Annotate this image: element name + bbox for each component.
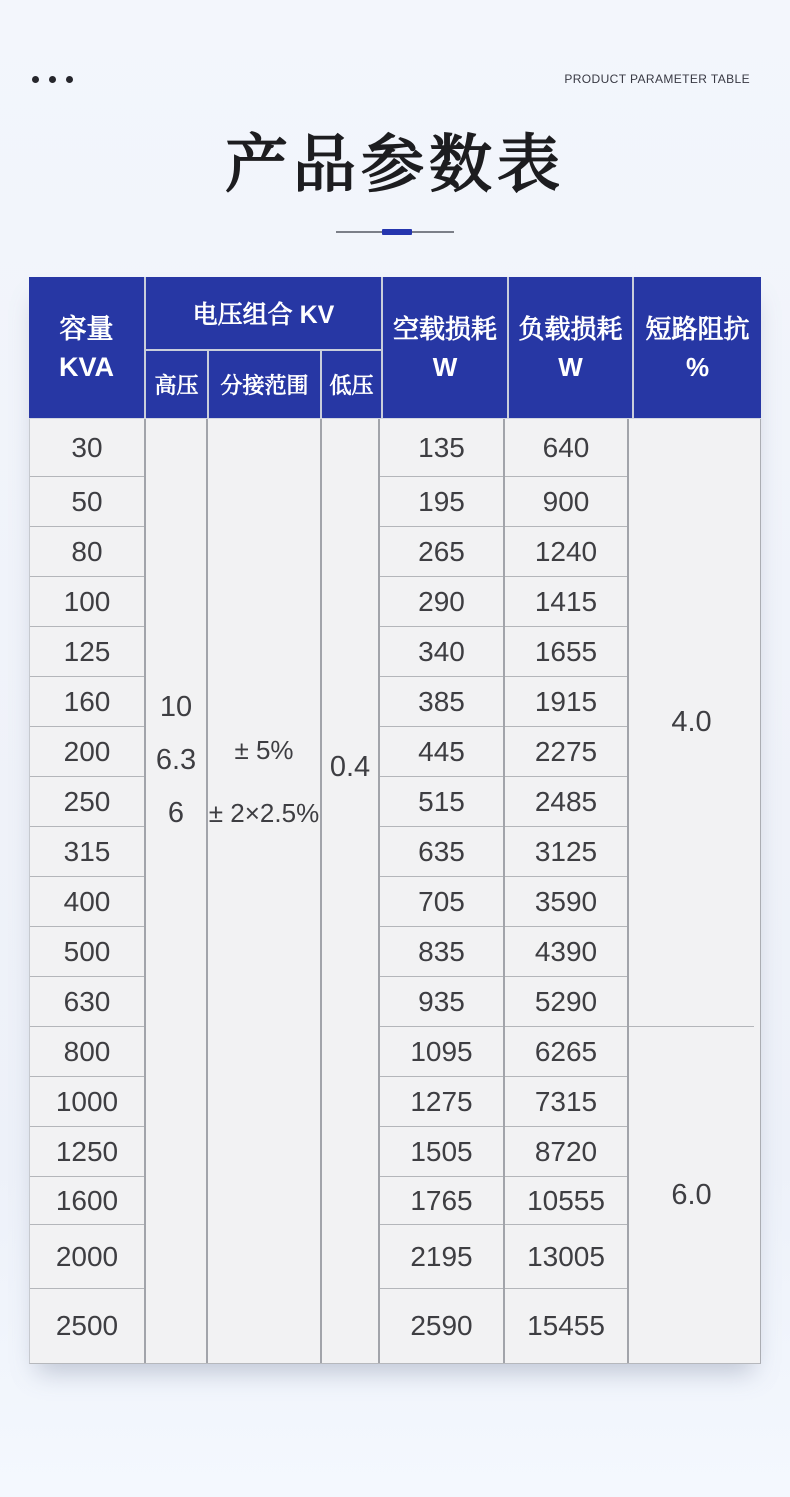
header-no-load-loss-line1: 空载损耗	[392, 313, 497, 344]
top-bar	[32, 68, 750, 90]
header-no-load-loss	[383, 277, 509, 418]
header-voltage-group-title: 电压组合 KV	[146, 277, 381, 351]
capacity-cell: 315	[30, 827, 144, 877]
header-capacity-line1: 容量	[59, 313, 114, 344]
tap-range-value: ± 2×2.5%	[208, 798, 320, 828]
load-loss-cell: 900	[505, 477, 627, 527]
no-load-loss-cell: 2590	[410, 1310, 473, 1341]
header-voltage-group	[146, 277, 383, 418]
load-loss-cell: 1655	[505, 627, 627, 677]
dot-icon	[49, 76, 56, 83]
no-load-loss-cell: 1505	[380, 1127, 503, 1177]
no-load-loss-cell: 1095	[380, 1027, 503, 1077]
header-high-voltage: 高压	[146, 351, 209, 418]
no-load-loss-cell: 340	[380, 627, 503, 677]
header-impedance-line1: 短路阻抗	[645, 313, 750, 344]
no-load-loss-cell: 290	[380, 577, 503, 627]
load-loss-cell: 3125	[505, 827, 627, 877]
capacity-cell: 630	[30, 977, 144, 1027]
capacity-cell: 1000	[30, 1077, 144, 1127]
no-load-loss-cell: 195	[380, 477, 503, 527]
capacity-cell: 400	[30, 877, 144, 927]
load-loss-cell: 10555	[505, 1177, 627, 1225]
load-loss-cell: 13005	[505, 1225, 627, 1289]
page	[0, 68, 790, 1364]
spacer	[208, 774, 320, 789]
capacity-cell: 30	[30, 419, 144, 477]
three-dots-icon	[32, 76, 73, 83]
no-load-loss-cell: 445	[380, 727, 503, 777]
tap-range-values	[208, 726, 320, 837]
capacity-cell: 80	[30, 527, 144, 577]
high-voltage-value: 6.3	[155, 744, 197, 776]
capacity-cell: 800	[30, 1027, 144, 1077]
no-load-loss-cell: 705	[380, 877, 503, 927]
capacity-cell: 2500	[55, 1310, 119, 1341]
no-load-loss-cell: 835	[380, 927, 503, 977]
no-load-loss-cell: 1765	[380, 1177, 503, 1225]
capacity-cell: 160	[30, 677, 144, 727]
header-capacity	[29, 277, 146, 418]
load-loss-cell: 1915	[505, 677, 627, 727]
capacity-cell: 500	[30, 927, 144, 977]
column-tap-range-merged-cell	[208, 419, 322, 1363]
no-load-loss-cell: 515	[380, 777, 503, 827]
header-load-loss-line2: W	[558, 351, 583, 382]
no-load-loss-cell: 635	[380, 827, 503, 877]
capacity-cell: 100	[30, 577, 144, 627]
no-load-loss-cell: 265	[380, 527, 503, 577]
header-tap-range: 分接范围	[209, 351, 322, 418]
top-right-label: PRODUCT PARAMETER TABLE	[564, 72, 750, 86]
title-divider	[0, 229, 790, 235]
load-loss-cell: 6265	[505, 1027, 627, 1077]
load-loss-cell: 5290	[505, 977, 627, 1027]
no-load-loss-cell: 385	[380, 677, 503, 727]
header-load-loss-line1: 负载损耗	[518, 313, 623, 344]
impedance-group-cell: 4.0	[629, 419, 754, 1027]
column-high-voltage-merged-cell	[146, 419, 208, 1363]
tap-range-value: ± 5%	[234, 735, 294, 765]
load-loss-cell: 2485	[505, 777, 627, 827]
header-impedance	[634, 277, 761, 418]
divider-accent	[382, 229, 412, 235]
column-no-load-loss	[380, 419, 505, 1363]
load-loss-cell: 2275	[505, 727, 627, 777]
load-loss-cell: 3590	[505, 877, 627, 927]
capacity-cell: 50	[30, 477, 144, 527]
load-loss-cell: 1415	[505, 577, 627, 627]
dot-icon	[32, 76, 39, 83]
header-capacity-line2: KVA	[58, 351, 114, 382]
header-no-load-loss-line2: W	[432, 351, 458, 382]
column-load-loss	[505, 419, 629, 1363]
header-voltage-subrow	[146, 351, 381, 418]
no-load-loss-cell: 135	[380, 419, 503, 477]
column-low-voltage-merged-cell	[322, 419, 380, 1363]
table-body	[29, 419, 761, 1364]
column-capacity	[30, 419, 146, 1363]
column-impedance	[629, 419, 754, 1363]
header-impedance-line2: %	[685, 351, 710, 382]
capacity-cell: 200	[30, 727, 144, 777]
low-voltage-values	[322, 742, 378, 792]
load-loss-cell: 640	[505, 419, 627, 477]
capacity-cell: 2000	[30, 1225, 144, 1289]
product-parameter-table	[29, 277, 761, 1364]
dot-icon	[66, 76, 73, 83]
no-load-loss-cell: 2195	[380, 1225, 503, 1289]
load-loss-cell: 15455	[527, 1310, 605, 1341]
load-loss-cell: 1240	[505, 527, 627, 577]
high-voltage-value: 10	[159, 691, 193, 723]
no-load-loss-cell: 1275	[380, 1077, 503, 1127]
header-load-loss	[509, 277, 634, 418]
capacity-cell: 250	[30, 777, 144, 827]
load-loss-cell: 8720	[505, 1127, 627, 1177]
table-header	[29, 277, 761, 419]
page-title: 产品参数表	[225, 130, 565, 200]
divider-line-left	[336, 231, 382, 233]
impedance-group-cell: 6.0	[671, 1178, 712, 1211]
low-voltage-value: 0.4	[329, 751, 371, 783]
capacity-cell: 1600	[30, 1177, 144, 1225]
no-load-loss-cell: 935	[380, 977, 503, 1027]
high-voltage-value: 6	[167, 797, 185, 829]
load-loss-cell: 7315	[505, 1077, 627, 1127]
capacity-cell: 1250	[30, 1127, 144, 1177]
capacity-cell: 125	[30, 627, 144, 677]
high-voltage-values	[146, 681, 206, 840]
header-low-voltage: 低压	[329, 373, 374, 398]
load-loss-cell: 4390	[505, 927, 627, 977]
divider-line-right	[412, 231, 454, 233]
